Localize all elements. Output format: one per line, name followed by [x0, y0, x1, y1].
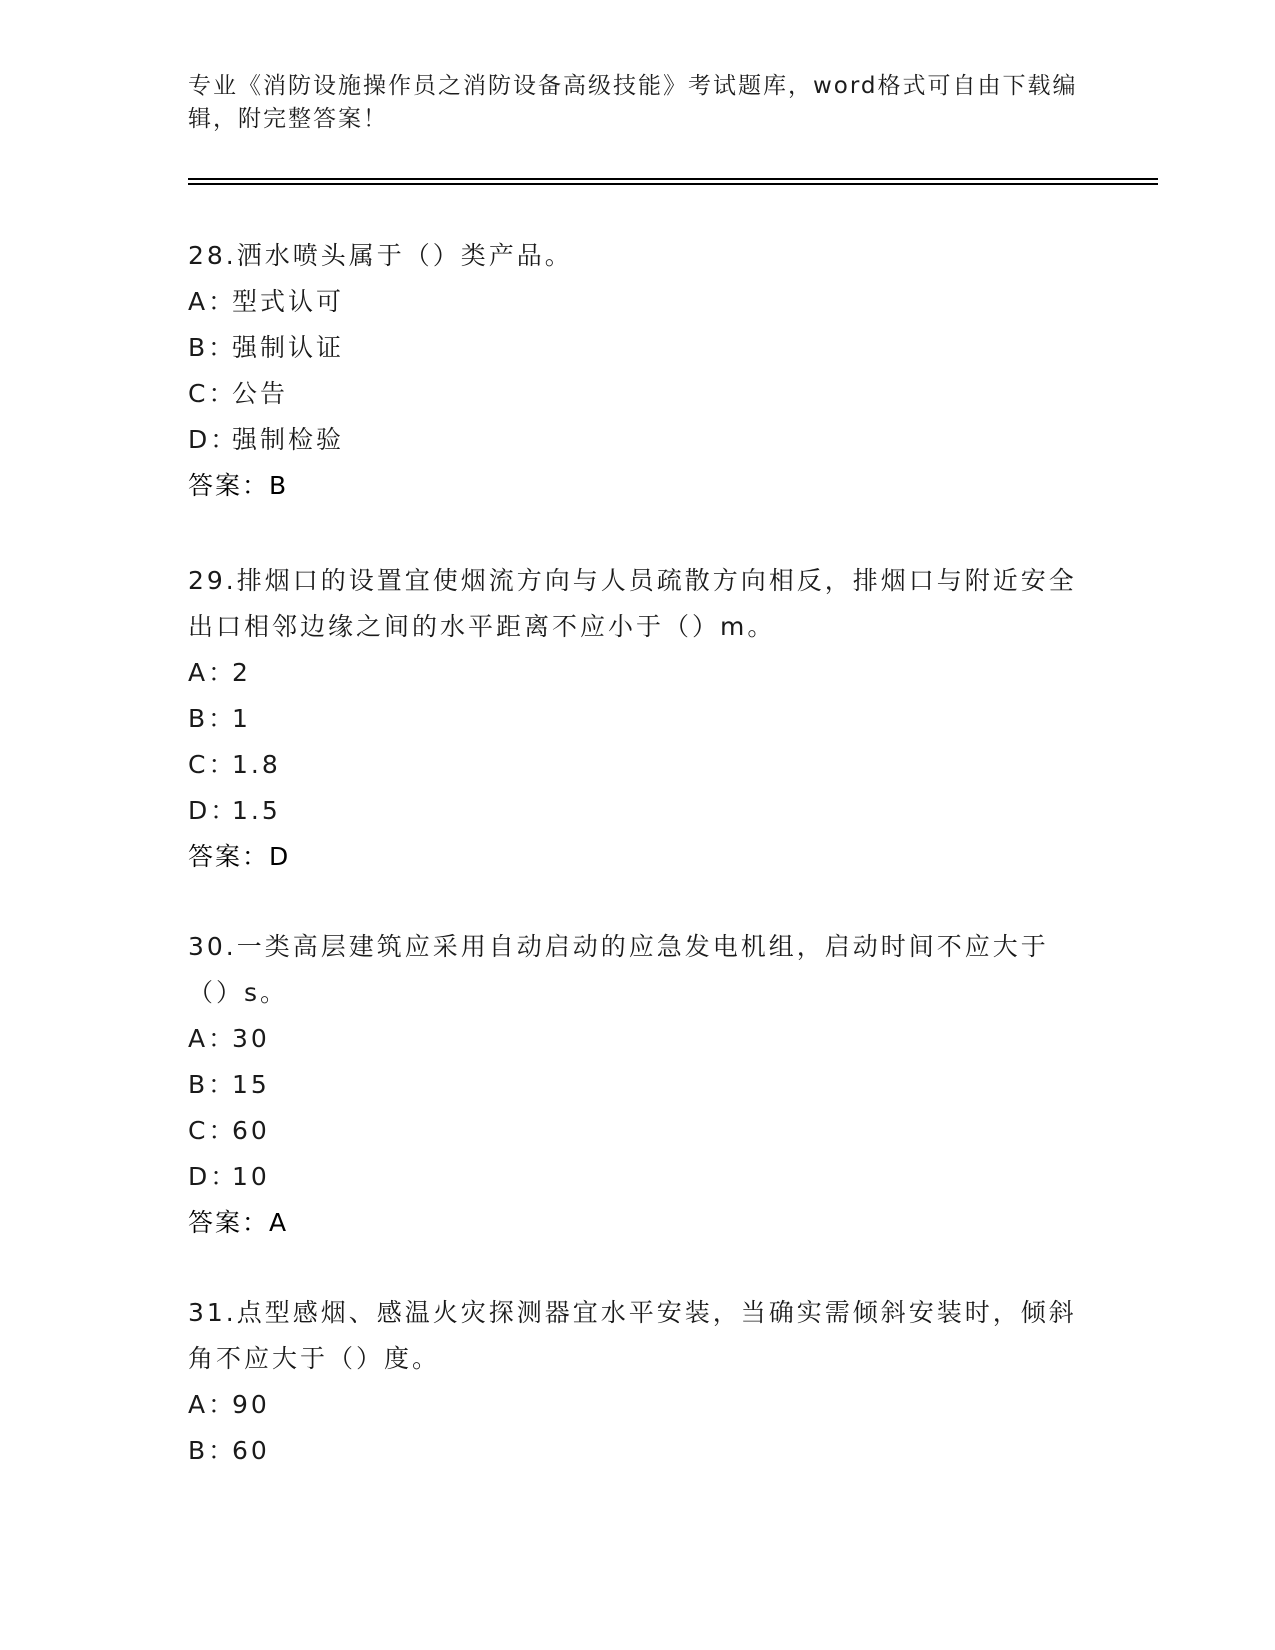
question-31: [188, 1290, 1088, 1474]
option-text: 90: [232, 1390, 270, 1419]
document-header: 专业《消防设施操作员之消防设备高级技能》考试题库，word格式可自由下载编辑，附完整答案！: [188, 73, 1078, 132]
option-text: 10: [232, 1162, 270, 1191]
option-d: [188, 417, 1088, 463]
answer-line: 答案：D: [188, 842, 291, 871]
question-28: [188, 233, 1088, 509]
option-b: [188, 1062, 1088, 1108]
option-a: [188, 279, 1088, 325]
option-b: [188, 696, 1088, 742]
option-text: 60: [232, 1436, 270, 1465]
answer-line: 答案：B: [188, 471, 289, 500]
option-b: [188, 1428, 1088, 1474]
question-stem: 31.点型感烟、感温火灾探测器宜水平安装，当确实需倾斜安装时，倾斜角不应大于（）度。: [188, 1298, 1077, 1373]
option-key: D：: [188, 796, 239, 825]
option-key: B：: [188, 1436, 237, 1465]
option-text: 强制检验: [232, 425, 345, 454]
option-c: [188, 1108, 1088, 1154]
option-d: [188, 788, 1088, 834]
answer-line: 答案：A: [188, 1208, 289, 1237]
option-c: [188, 742, 1088, 788]
question-30: [188, 924, 1088, 1246]
option-key: A：: [188, 287, 237, 316]
option-key: A：: [188, 658, 237, 687]
option-key: A：: [188, 1390, 237, 1419]
option-a: [188, 650, 1088, 696]
option-text: 15: [232, 1070, 270, 1099]
option-key: D：: [188, 425, 239, 454]
question-stem: 29.排烟口的设置宜使烟流方向与人员疏散方向相反，排烟口与附近安全出口相邻边缘之间的水平距离不应小于（）m。: [188, 566, 1077, 641]
option-a: [188, 1382, 1088, 1428]
option-key: B：: [188, 1070, 237, 1099]
option-key: A：: [188, 1024, 237, 1053]
option-b: [188, 325, 1088, 371]
option-c: [188, 371, 1088, 417]
option-key: D：: [188, 1162, 239, 1191]
option-text: 1: [232, 704, 251, 733]
option-d: [188, 1154, 1088, 1200]
option-text: 2: [232, 658, 251, 687]
option-text: 60: [232, 1116, 270, 1145]
option-key: B：: [188, 333, 237, 362]
option-text: 公告: [232, 379, 289, 408]
option-key: C：: [188, 1116, 237, 1145]
option-text: 强制认证: [232, 333, 345, 362]
option-text: 30: [232, 1024, 270, 1053]
option-key: B：: [188, 704, 237, 733]
question-stem: 28.洒水喷头属于（）类产品。: [188, 241, 573, 270]
header-divider-top: [188, 178, 1158, 180]
option-key: C：: [188, 379, 237, 408]
option-text: 1.5: [232, 796, 281, 825]
option-text: 1.8: [232, 750, 281, 779]
question-stem: 30.一类高层建筑应采用自动启动的应急发电机组，启动时间不应大于（）s。: [188, 932, 1049, 1007]
option-text: 型式认可: [232, 287, 345, 316]
question-29: [188, 558, 1088, 880]
option-key: C：: [188, 750, 237, 779]
header-divider-bottom: [188, 183, 1158, 185]
option-a: [188, 1016, 1088, 1062]
